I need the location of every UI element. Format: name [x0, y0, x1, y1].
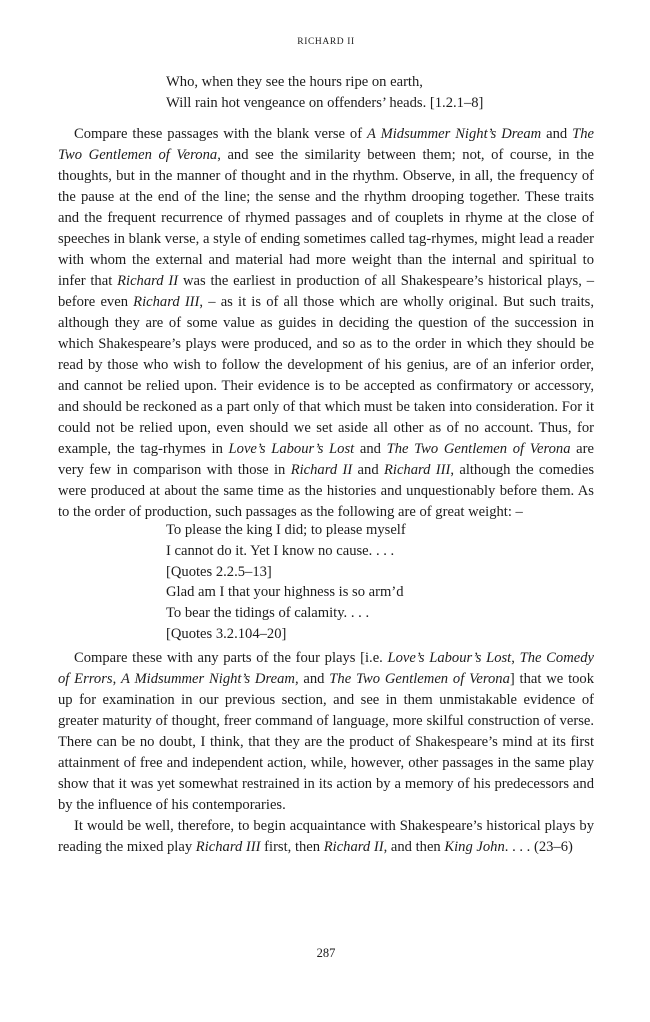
- play-title: Richard III: [383, 462, 451, 478]
- play-title: The Two Gentlemen of Verona: [329, 671, 510, 687]
- paragraph-2: [58, 648, 594, 816]
- play-title: A Midsummer Night’s Dream: [121, 671, 295, 687]
- text-run: ,: [112, 671, 122, 687]
- text-run: and: [354, 441, 387, 457]
- verse-line: Will rain hot vengeance on offenders’ heads. [1.2.1–8]: [166, 95, 484, 111]
- text-run: . . . . (23–6): [504, 839, 573, 855]
- quote-reference: [Quotes 2.2.5–13]: [166, 564, 272, 580]
- text-run: ,: [511, 650, 520, 666]
- text-run: It would be well, therefore, to begin acquaintance with Shakespeare’s historical plays by reading the mixed play: [58, 818, 594, 855]
- verse-line: Glad am I that your highness is so arm’d: [166, 584, 404, 600]
- text-run: and: [352, 462, 384, 478]
- play-title: Richard III: [133, 294, 200, 310]
- text-run: Compare these with any parts of the four plays [i.e.: [74, 650, 388, 666]
- running-head: RICHARD II: [297, 37, 355, 47]
- play-title: A Midsummer Night’s Dream: [367, 126, 542, 142]
- play-title: Richard III: [195, 839, 261, 855]
- text-run: Compare these passages with the blank verse of: [74, 126, 367, 142]
- text-run: , although the comedies were produced at about the same time as the histories and unquestionably before them. As to the order of production, such passages as the following are of great weight: –: [58, 462, 595, 520]
- quote-reference: [Quotes 3.2.104–20]: [166, 626, 287, 642]
- play-title: Love’s Labour’s Lost: [228, 441, 355, 457]
- text-run: are very few in comparison with those in: [58, 441, 594, 478]
- text-run: , and see the similarity between them; not, of course, in the thoughts, but in the manner of thought and in the rhythm. Observe, in all, the frequency of the pause at the end of the line; the sense and the rhythm drooping together. These traits and the frequent recurrence of rhymed passages and of couplets in rhyme at the close of speeches in blank verse, a style of ending sometimes called tag-rhymes, might lead a reader with whom the external and material had more weight than the internal and spiritual to infer that: [58, 147, 594, 289]
- text-run: , and then: [383, 839, 445, 855]
- verse-line: To bear the tidings of calamity. . . .: [166, 605, 370, 621]
- verse-line: To please the king I did; to please myself: [166, 522, 406, 538]
- play-title: King John: [444, 839, 505, 855]
- text-run: first, then: [260, 839, 324, 855]
- play-title: Richard II: [290, 462, 353, 478]
- text-run: , – as it is of all those which are wholly original. But such traits, although they are of some value as guides in deciding the question of the succession in which Shakespeare’s plays were produced, and so as to the order in which they should be read by those who wish to follow the development of his genius, are of an inferior order, and cannot be relied upon. Their evidence is to be accepted as confirmatory or accessory, and should be reckoned as a part only of that which must be taken into consideration. For it could not be relied upon, even should we set aside all other as of no account. Thus, for example, the tag-rhymes in: [58, 294, 595, 457]
- text-run: and: [541, 126, 573, 142]
- verse-quotation-1: [166, 520, 406, 583]
- paragraph-3: [58, 816, 594, 858]
- paragraph-1: [58, 124, 594, 523]
- play-title: Richard II: [323, 839, 384, 855]
- text-run: was the earliest in production of all Shakespeare’s historical plays, – before even: [58, 273, 595, 310]
- verse-line: I cannot do it. Yet I know no cause. . . .: [166, 543, 395, 559]
- play-title: The Comedy of Errors: [58, 650, 594, 687]
- verse-line: Who, when they see the hours ripe on earth,: [166, 74, 423, 90]
- page-number: 287: [316, 946, 336, 960]
- play-title: The Two Gentlemen of Verona: [386, 441, 571, 457]
- text-run: ] that we took up for examination in our previous section, and see in them unmistakable evidence of greater maturity of thought, freer command of language, more skilful construction of verse. There can be no doubt, I think, that they are the product of Shakespeare’s mind at its first attainment of free and independent action, while, however, other passages in the same play show that it was yet somewhat restrained in its action by a memory of his predecessors and by the influence of his contemporaries.: [58, 671, 595, 813]
- verse-quotation-top: [166, 72, 483, 114]
- play-title: The Two Gentlemen of Verona: [58, 126, 594, 163]
- verse-quotation-2: [166, 582, 404, 645]
- play-title: Love’s Labour’s Lost: [387, 650, 512, 666]
- play-title: Richard II: [117, 273, 179, 289]
- text-run: , and: [294, 671, 330, 687]
